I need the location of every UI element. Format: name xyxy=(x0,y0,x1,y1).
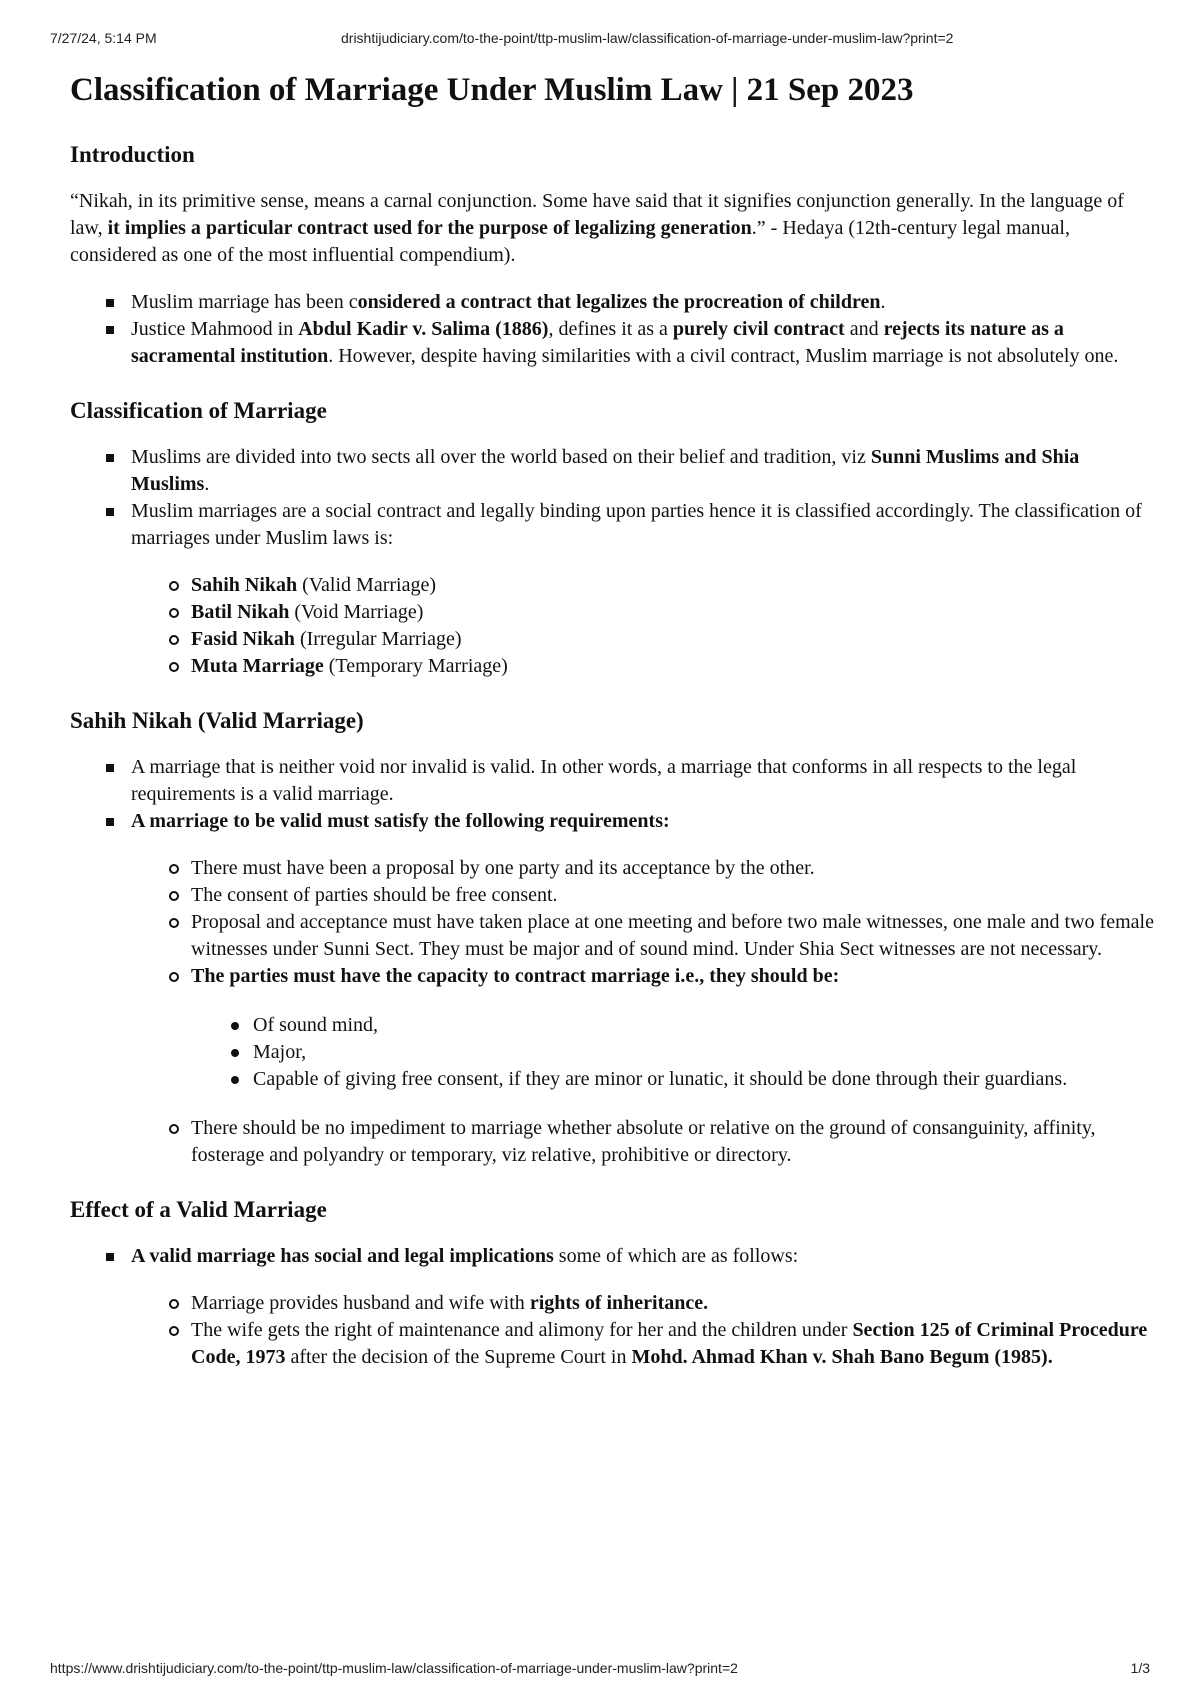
capacity-item: Major, xyxy=(253,1039,1155,1066)
quote-emphasis: it implies a particular contract used for the purpose of legalizing generation xyxy=(107,217,752,239)
type-desc: (Void Marriage) xyxy=(289,601,424,623)
section-heading-sahih-nikah: Sahih Nikah (Valid Marriage) xyxy=(70,708,364,733)
text: . xyxy=(204,473,210,495)
text-bold: The parties must have the capacity to contract marriage i.e., they should be: xyxy=(191,965,840,987)
intro-list xyxy=(131,289,1155,370)
text: Muslim marriages are a social contract and legally binding upon parties hence it is classified accordingly. The classification of marriages under Muslim laws is: xyxy=(131,500,1142,549)
list-item xyxy=(131,808,1155,1169)
page-number: 1/3 xyxy=(1130,1660,1150,1676)
type-desc: (Irregular Marriage) xyxy=(294,628,462,650)
text: Muslim marriage has been c xyxy=(131,291,358,313)
text-bold: onsidered a contract that legalizes the procreation of children xyxy=(357,291,881,313)
type-name: Muta Marriage xyxy=(191,655,324,677)
text-bold: rejects its nature as a sacramental institution xyxy=(131,318,1064,367)
quote-text: “Nikah, in its primitive sense, means a carnal conjunction. Some have said that it signifies conjunction generally. In the language of law, xyxy=(70,190,1124,239)
effects-sublist xyxy=(191,1290,1155,1371)
marriage-types-list xyxy=(191,572,1155,680)
text-bold: A valid marriage has social and legal implications xyxy=(131,1245,554,1267)
list-item xyxy=(131,498,1155,680)
page-title: Classification of Marriage Under Muslim Law | 21 Sep 2023 xyxy=(70,72,914,108)
print-url: drishtijudiciary.com/to-the-point/ttp-muslim-law/classification-of-marriage-under-muslim-law?print=2 xyxy=(341,30,954,46)
text: The wife gets the right of maintenance and alimony for her and the children under xyxy=(191,1319,853,1341)
type-name: Batil Nikah xyxy=(191,601,290,623)
requirement-item: Proposal and acceptance must have taken place at one meeting and before two male witnesses, one male and two female witnesses under Sunni Sect. They must be major and of sound mind. Under Shia Sect witnesses are not necessary. xyxy=(191,909,1155,963)
effect-item xyxy=(191,1290,1155,1317)
list-item: A marriage that is neither void nor invalid is valid. In other words, a marriage that conforms in all respects to the legal requirements is a valid marriage. xyxy=(131,754,1155,808)
statute-name: Section 125 of Criminal Procedure Code, 1973 xyxy=(191,1319,1148,1368)
type-name: Fasid Nikah xyxy=(191,628,295,650)
footer-url: https://www.drishtijudiciary.com/to-the-point/ttp-muslim-law/classification-of-marriage-under-muslim-law?print=2 xyxy=(50,1660,738,1676)
text: Justice Mahmood in xyxy=(131,318,299,340)
text: . xyxy=(880,291,886,313)
marriage-type-item xyxy=(191,626,1155,653)
text: . However, despite having similarities with a civil contract, Muslim marriage is not absolutely one. xyxy=(328,345,1119,367)
text: and xyxy=(844,318,884,340)
text-bold: purely civil contract xyxy=(672,318,845,340)
intro-quote xyxy=(70,188,1155,269)
list-item xyxy=(131,1243,1155,1371)
article xyxy=(70,62,1155,1397)
text: Marriage provides husband and wife with xyxy=(191,1292,530,1314)
requirement-item xyxy=(191,963,1155,1093)
requirement-item: The consent of parties should be free consent. xyxy=(191,882,1155,909)
marriage-type-item xyxy=(191,653,1155,680)
text: , defines it as a xyxy=(548,318,673,340)
requirements-list xyxy=(191,855,1155,1169)
case-name: Abdul Kadir v. Salima (1886) xyxy=(298,318,549,340)
effect-list xyxy=(131,1243,1155,1371)
capacity-item: Of sound mind, xyxy=(253,1012,1155,1039)
section-heading-introduction: Introduction xyxy=(70,142,195,167)
case-name: Mohd. Ahmad Khan v. Shah Bano Begum (1985). xyxy=(631,1346,1053,1368)
classification-list xyxy=(131,444,1155,680)
text-bold: rights of inheritance. xyxy=(529,1292,709,1314)
list-item xyxy=(131,444,1155,498)
text-bold: A marriage to be valid must satisfy the following requirements: xyxy=(131,810,670,832)
section-heading-effect: Effect of a Valid Marriage xyxy=(70,1197,327,1222)
type-desc: (Temporary Marriage) xyxy=(323,655,508,677)
print-datetime: 7/27/24, 5:14 PM xyxy=(50,30,157,46)
section-heading-classification: Classification of Marriage xyxy=(70,398,327,423)
capacity-item: Capable of giving free consent, if they are minor or lunatic, it should be done through their guardians. xyxy=(253,1066,1155,1093)
text-bold: Sunni Muslims and Shia Muslims xyxy=(131,446,1080,495)
marriage-type-item xyxy=(191,572,1155,599)
effect-item xyxy=(191,1317,1155,1371)
type-desc: (Valid Marriage) xyxy=(297,574,436,596)
marriage-type-item xyxy=(191,599,1155,626)
requirement-item: There must have been a proposal by one party and its acceptance by the other. xyxy=(191,855,1155,882)
capacity-list xyxy=(253,1012,1155,1093)
list-item xyxy=(131,316,1155,370)
requirement-item: There should be no impediment to marriage whether absolute or relative on the ground of consanguinity, affinity, fosterage and polyandry or temporary, viz relative, prohibitive or directory. xyxy=(191,1115,1155,1169)
type-name: Sahih Nikah xyxy=(191,574,298,596)
text: some of which are as follows: xyxy=(553,1245,799,1267)
list-item xyxy=(131,289,1155,316)
text: Muslims are divided into two sects all over the world based on their belief and tradition, viz xyxy=(131,446,871,468)
quote-source: .” - Hedaya (12th-century legal manual, considered as one of the most influential compendium). xyxy=(70,217,1070,266)
sahih-list xyxy=(131,754,1155,1169)
text: after the decision of the Supreme Court in xyxy=(285,1346,632,1368)
